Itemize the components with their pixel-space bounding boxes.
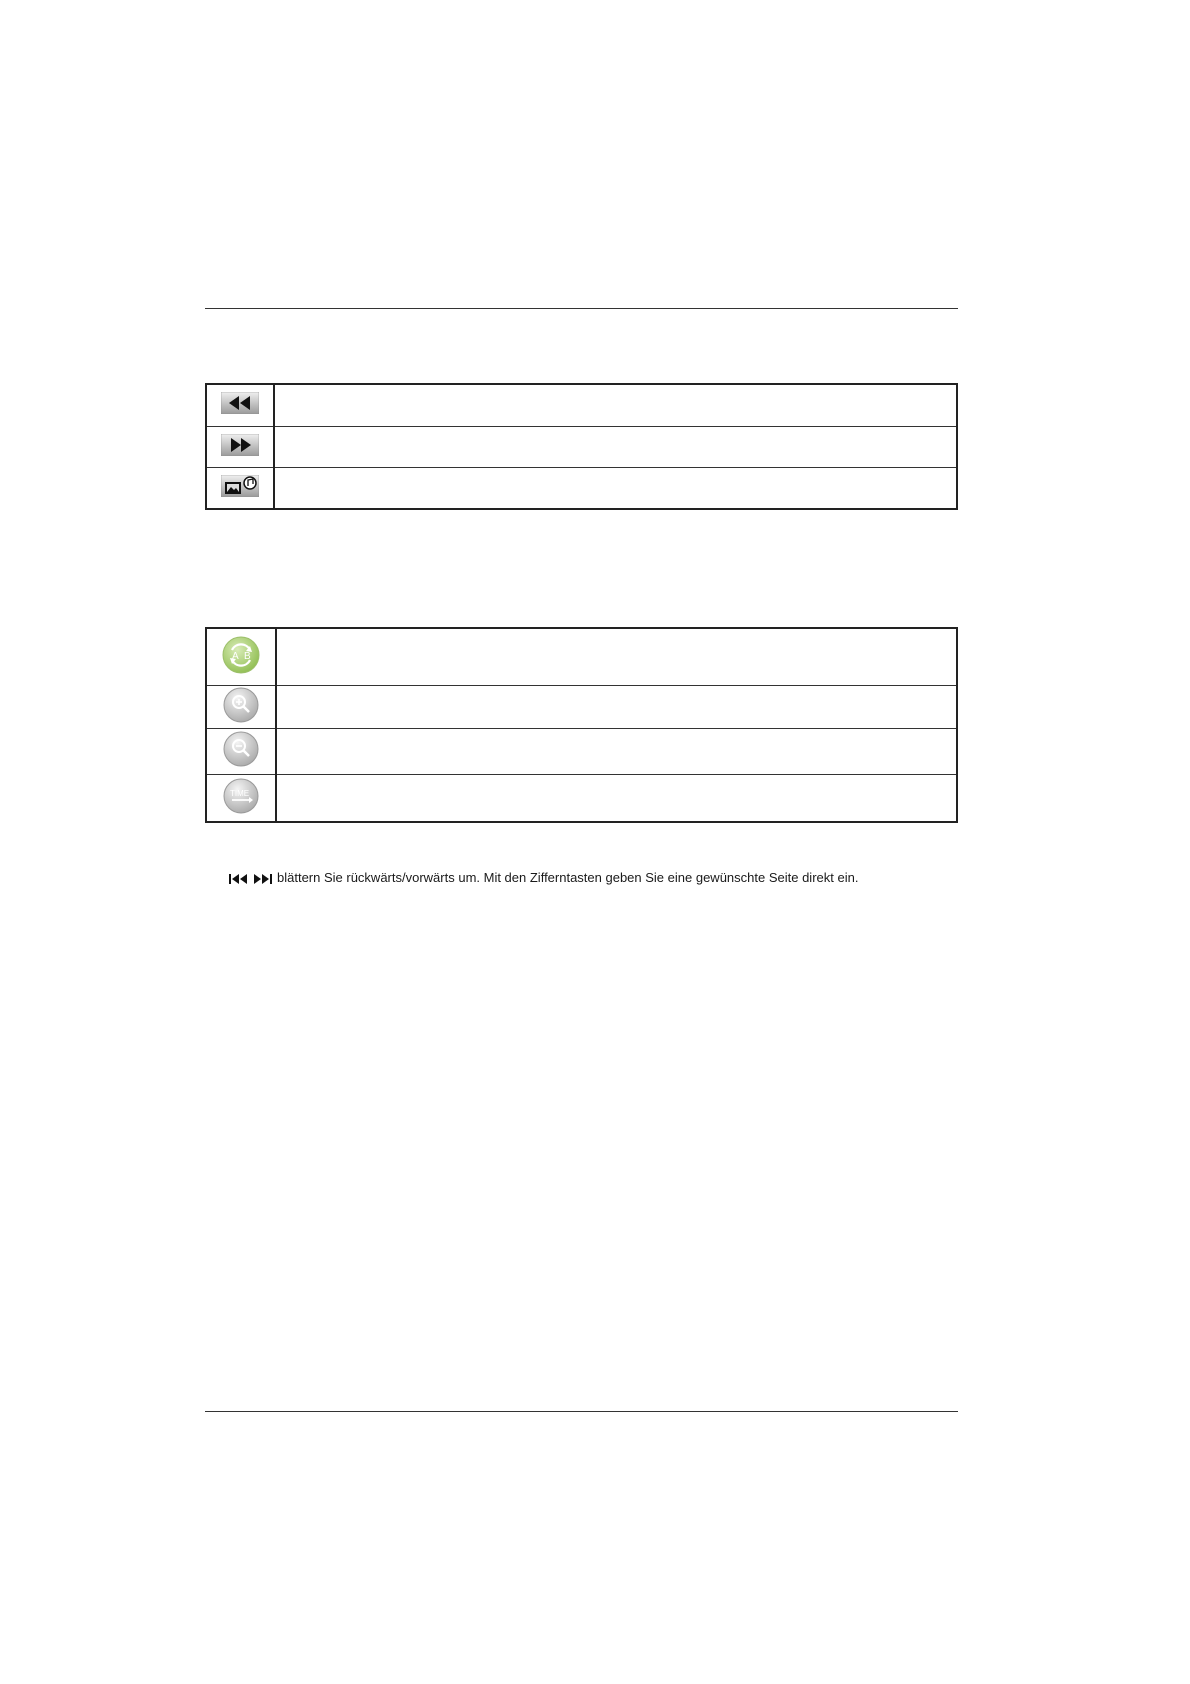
zoom-in-icon[interactable] <box>223 687 259 728</box>
time-label: TIME <box>230 788 250 798</box>
zoom-in-description <box>276 686 957 729</box>
photo-music-description <box>274 468 957 510</box>
table-row <box>206 628 957 686</box>
table-row <box>206 384 957 427</box>
time-description <box>276 775 957 823</box>
time-icon[interactable] <box>223 778 259 819</box>
table-row <box>206 775 957 823</box>
top-divider <box>205 308 958 309</box>
page-hint-text: blättern Sie rückwärts/vorwärts um. Mit den Zifferntasten geben Sie eine gewünschte Seite direkt ein. <box>277 870 859 885</box>
skip-back-icon <box>229 870 249 885</box>
navigation-icon-table <box>205 383 958 510</box>
fast-forward-description <box>274 427 957 468</box>
ab-repeat-description <box>276 628 957 686</box>
photo-music-icon[interactable] <box>221 475 259 502</box>
table-row <box>206 468 957 510</box>
bottom-divider <box>205 1411 958 1412</box>
rewind-description <box>274 384 957 427</box>
tools-icon-table <box>205 627 958 823</box>
ab-label-a: A <box>232 650 239 662</box>
table-row <box>206 686 957 729</box>
zoom-out-description <box>276 729 957 775</box>
fast-forward-icon[interactable] <box>221 434 259 461</box>
table-row <box>206 729 957 775</box>
page-navigation-hint <box>229 870 858 885</box>
zoom-out-icon[interactable] <box>223 731 259 772</box>
skip-forward-icon <box>253 870 273 885</box>
rewind-icon[interactable] <box>221 392 259 419</box>
ab-label-b: B <box>244 650 251 662</box>
ab-repeat-icon[interactable] <box>222 636 260 679</box>
table-row <box>206 427 957 468</box>
